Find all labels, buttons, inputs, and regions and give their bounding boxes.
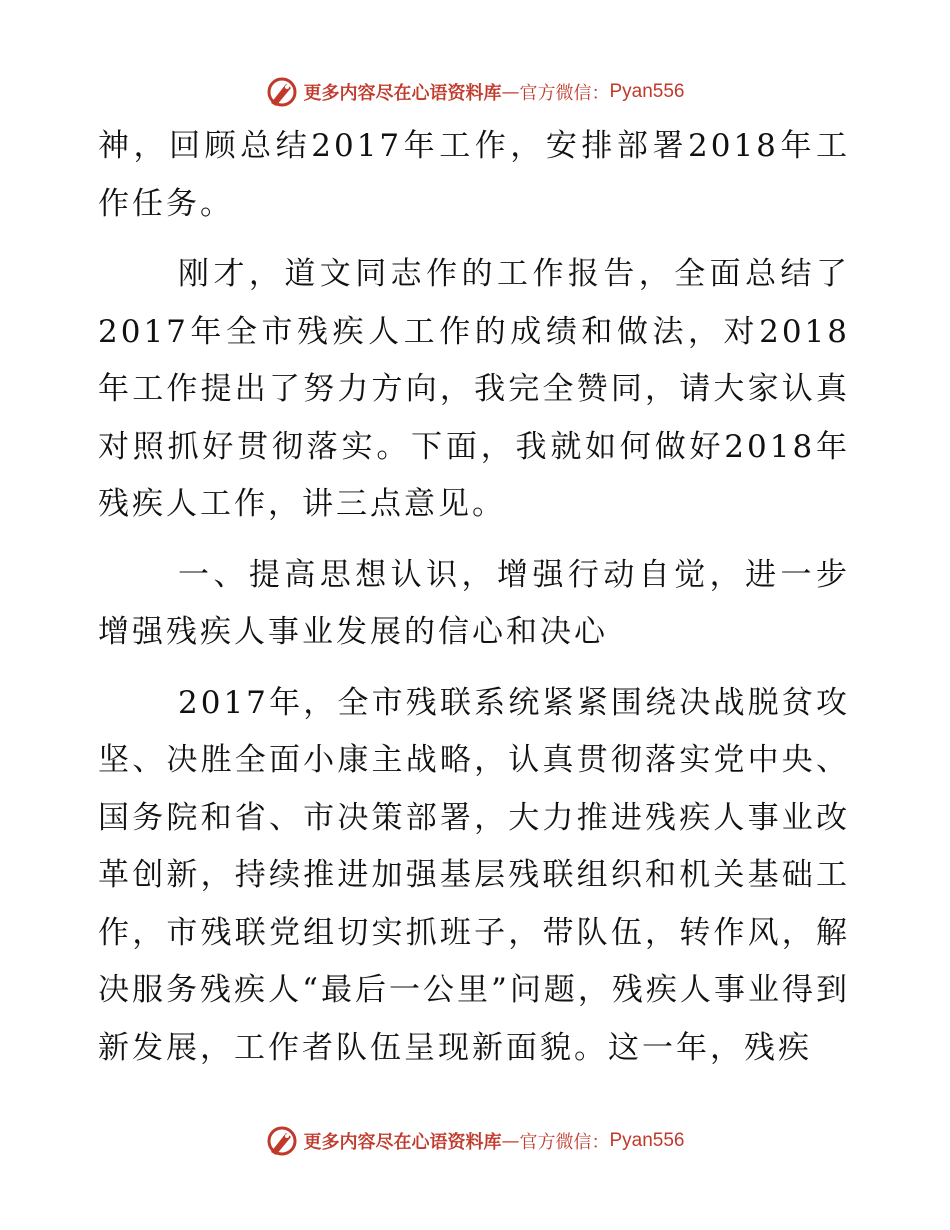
watermark-separator: — (501, 81, 520, 103)
pen-nib-circle-icon (265, 75, 299, 109)
paragraph-report-review: 刚才，道文同志作的工作报告，全面总结了2017年全市残疾人工作的成绩和做法，对2018年工作提出了努力方向，我完全赞同，请大家认真对照抓好贯彻落实。下面，我就如何做好2018年残疾人工作，讲三点意见。 (98, 256, 850, 522)
pen-nib-circle-icon (265, 1124, 299, 1158)
watermark-wechat-label: 官方微信： (519, 1132, 610, 1153)
document-body (98, 118, 850, 1077)
watermark-separator: — (501, 1130, 520, 1152)
paragraph-2017-summary: 2017年，全市残联系统紧紧围绕决战脱贫攻坚、决胜全面小康主战略，认真贯彻落实党中央、国务院和省、市决策部署，大力推进残疾人事业改革创新，持续推进加强基层残联组织和机关基础工作，市残联党组切实抓班子，带队伍，转作风，解决服务残疾人“最后一公里”问题，残疾人事业得到新发展，工作者队伍呈现新面貌。这一年，残疾 (98, 684, 850, 1066)
paragraph-continuation: 神，回顾总结2017年工作，安排部署2018年工作任务。 (98, 128, 850, 222)
watermark-text: 更多内容尽在心语资料库 (303, 1132, 502, 1153)
watermark-banner-top (0, 74, 950, 110)
watermark-wechat-id: Pyan556 (609, 81, 685, 102)
section-heading-1: 一、提高思想认识，增强行动自觉，进一步增强残疾人事业发展的信心和决心 (98, 556, 850, 650)
watermark-wechat-id: Pyan556 (609, 1130, 685, 1151)
watermark-banner-bottom (0, 1123, 950, 1159)
watermark-wechat-label: 官方微信： (519, 83, 610, 104)
watermark-text: 更多内容尽在心语资料库 (303, 83, 502, 104)
